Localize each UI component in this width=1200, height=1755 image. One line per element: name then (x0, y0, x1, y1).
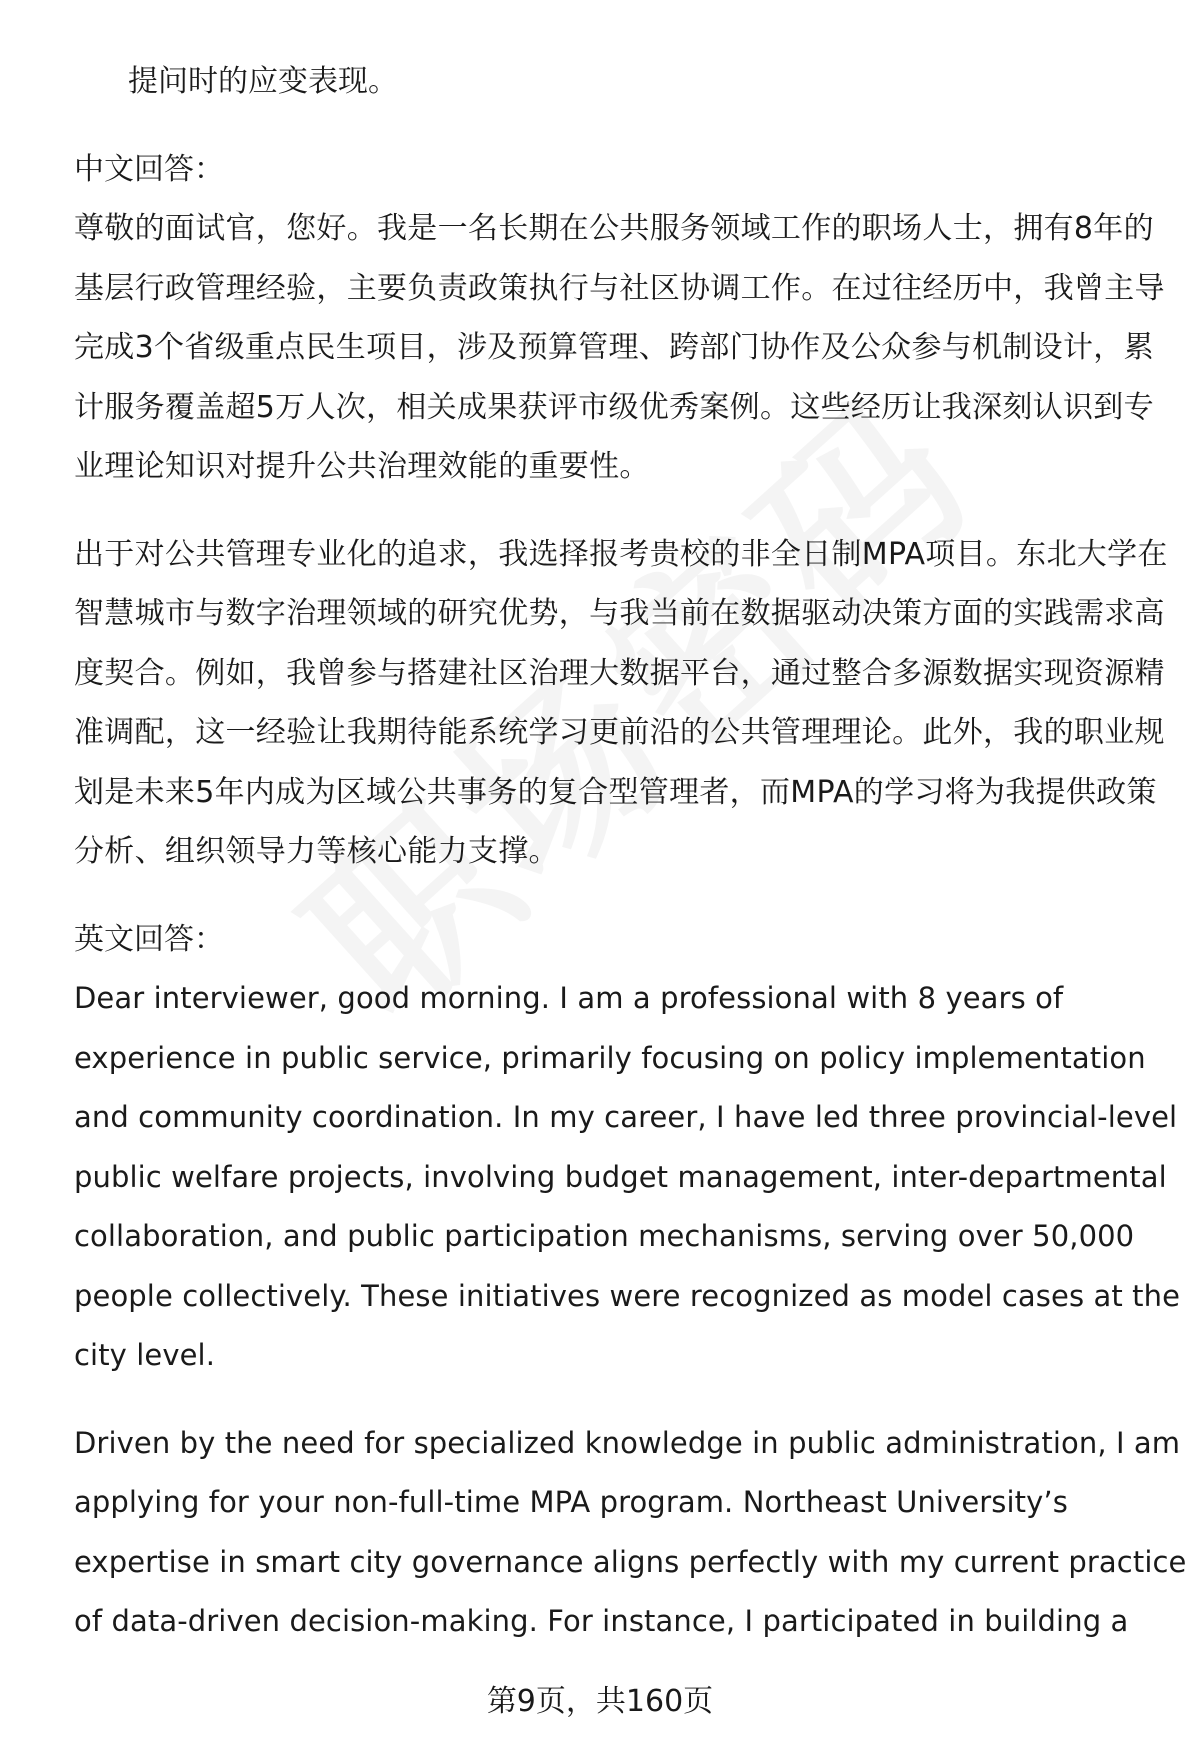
en-p1-line: people collectively. These initiatives were recognized as model cases at the (74, 1278, 1181, 1313)
en-p1-line: experience in public service, primarily focusing on policy implementation (74, 1040, 1146, 1075)
en-answer-label: 英文回答： (74, 921, 224, 957)
page-content (74, 52, 1187, 1652)
en-p1-line: public welfare projects, involving budget management, inter-departmental (74, 1159, 1167, 1194)
page-number-footer: 第9页，共160页 (486, 1684, 714, 1719)
en-answer-section (74, 910, 1187, 1652)
en-p1-line: collaboration, and public participation mechanisms, serving over 50,000 (74, 1219, 1135, 1253)
intro-tail-line: 提问时的应变表现。 (128, 64, 398, 99)
zh-p1-line: 完成3个省级重点民生项目，涉及预算管理、跨部门协作及公众参与机制设计，累 (74, 330, 1154, 365)
zh-p2-line: 准调配，这一经验让我期待能系统学习更前沿的公共管理理论。此外，我的职业规 (74, 715, 1165, 750)
zh-p1-line: 业理论知识对提升公共治理效能的重要性。 (74, 449, 650, 484)
zh-answer-label: 中文回答： (74, 151, 224, 187)
en-paragraph-1 (74, 969, 1181, 1386)
zh-p2-line: 智慧城市与数字治理领域的研究优势，与我当前在数据驱动决策方面的实践需求高 (74, 596, 1165, 631)
zh-p2-line: 度契合。例如，我曾参与搭建社区治理大数据平台，通过整合多源数据实现资源精 (74, 655, 1165, 691)
zh-p2-line: 出于对公共管理专业化的追求，我选择报考贵校的非全日制MPA项目。东北大学在 (74, 536, 1168, 572)
en-p2-line: Driven by the need for specialized knowledge in public administration, I am (74, 1425, 1181, 1460)
en-p1-line: Dear interviewer, good morning. I am a professional with 8 years of (74, 981, 1064, 1015)
en-p1-line: and community coordination. In my career, I have led three provincial-level (74, 1100, 1178, 1134)
zh-p2-line: 划是未来5年内成为区域公共事务的复合型管理者，而MPA的学习将为我提供政策 (74, 774, 1157, 810)
zh-p1-line: 计服务覆盖超5万人次，相关成果获评市级优秀案例。这些经历让我深刻认识到专 (74, 389, 1154, 425)
zh-p1-line: 基层行政管理经验，主要负责政策执行与社区协调工作。在过往经历中，我曾主导 (74, 270, 1165, 306)
zh-p1-line: 尊敬的面试官，您好。我是一名长期在公共服务领域工作的职场人士，拥有8年的 (74, 211, 1154, 246)
zh-paragraph-2 (74, 525, 1168, 882)
en-p2-line: expertise in smart city governance aligns perfectly with my current practice (74, 1544, 1187, 1579)
en-p2-line: of data-driven decision-making. For instance, I participated in building a (74, 1604, 1129, 1638)
zh-p2-line: 分析、组织领导力等核心能力支撑。 (74, 834, 559, 869)
zh-answer-section (74, 140, 1168, 882)
en-p1-line: city level. (74, 1338, 216, 1372)
zh-paragraph-1 (74, 199, 1165, 497)
en-p2-line: applying for your non-full-time MPA program. Northeast University’s (74, 1485, 1068, 1519)
en-paragraph-2 (74, 1414, 1187, 1652)
